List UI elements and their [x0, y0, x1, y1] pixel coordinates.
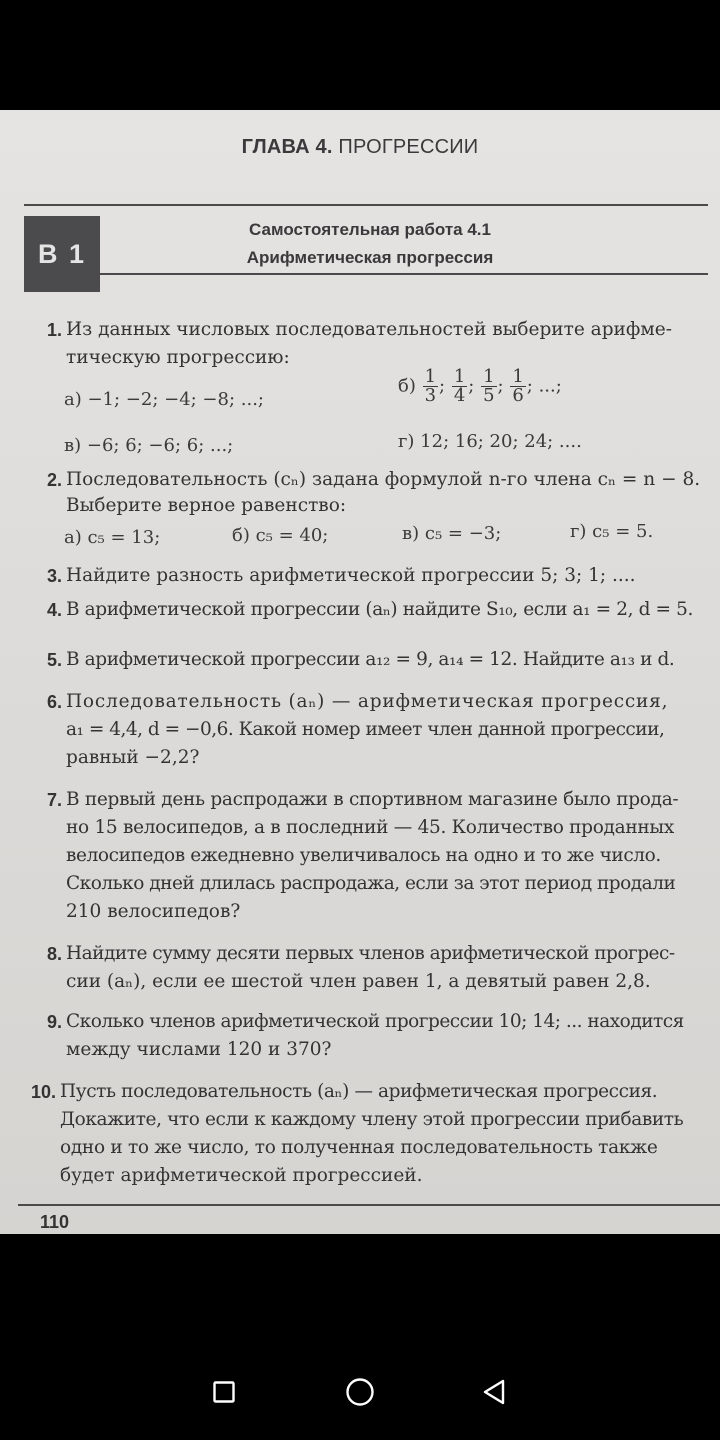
problem-number: 5.	[46, 650, 62, 670]
option-v: в) −6; 6; −6; 6; ...;	[64, 435, 234, 456]
problem-number: 6.	[46, 692, 62, 712]
problem-text: Последовательность (cₙ) задана формулой n-го члена cₙ = n − 8. Выберите верное равенство:	[66, 469, 701, 516]
fraction: $\frac{1}{4}$	[453, 366, 466, 406]
problem-number: 2.	[46, 470, 62, 490]
problem-text: В первый день распродажи в спортивном магазине было прода- но 15 велосипедов, а в последний — 45. Количество проданных велосипедов ежедневно увеличивалось на одно и то же число. Сколько дней длилась распродажа, если за этот период продали 210 велосипедов?	[66, 789, 679, 922]
problem-3	[30, 562, 720, 592]
option-a: а) −1; −2; −4; −8; ...;	[64, 389, 264, 410]
problem-number: 1.	[46, 320, 62, 340]
problem-10	[24, 1078, 720, 1198]
problem-number: 10.	[30, 1082, 56, 1102]
option-b: б) c₅ = 40;	[232, 525, 329, 546]
problem-text: Пусть последовательность (aₙ) — арифметическая прогрессия. Докажите, что если к каждому члену этой прогрессии прибавить одно и то же число, то полученная последовательность также будет арифметической прогрессией.	[60, 1081, 684, 1186]
option-g: г) 12; 16; 20; 24; ....	[398, 431, 582, 452]
triangle-back-icon	[481, 1378, 507, 1406]
problem-text: Последовательность (aₙ) — арифметическая прогрессия, a₁ = 4,4, d = −0,6. Какой номер имеет член данной прогрессии, равный −2,2?	[66, 691, 669, 768]
square-recents-icon	[212, 1380, 236, 1404]
work-subtitle: Арифметическая прогрессия	[246, 248, 494, 267]
problem-9	[30, 1008, 720, 1068]
problem-text: Найдите разность арифметической прогрессии 5; 3; 1; ....	[66, 565, 636, 586]
problem-7	[30, 786, 720, 934]
chapter-number: ГЛАВА 4.	[241, 136, 333, 158]
problem-8	[30, 940, 720, 1000]
footer-rule	[18, 1204, 720, 1206]
page-number: 110	[40, 1212, 70, 1232]
work-title: Самостоятельная работа 4.1	[249, 220, 491, 239]
option-b: б) $\frac{1}{3}$ ; $\frac{1}{4}$ ; $\frac{1}{5}$ ; $\frac{1}{6}$ ; ...;	[398, 366, 562, 406]
problem-4	[30, 596, 720, 626]
problem-text: Найдите сумму десяти первых членов арифметической прогрес- сии (aₙ), если ее шестой член равен 1, а девятый равен 2,8.	[66, 943, 675, 992]
option-a: а) c₅ = 13;	[64, 527, 161, 548]
problem-6	[30, 688, 720, 778]
problem-5	[30, 646, 720, 676]
circle-home-icon	[345, 1377, 375, 1407]
variant-badge: В 1	[24, 216, 100, 292]
textbook-page-photo	[0, 110, 720, 1234]
problem-list	[0, 110, 720, 1234]
fraction: $\frac{1}{3}$	[424, 366, 437, 406]
option-g: г) c₅ = 5.	[570, 521, 654, 542]
problem-number: 4.	[46, 600, 62, 620]
problem-number: 8.	[46, 944, 62, 964]
problem-number: 7.	[46, 790, 62, 810]
fraction: $\frac{1}{6}$	[512, 366, 524, 406]
problem-text: В арифметической прогрессии a₁₂ = 9, a₁₄ = 12. Найдите a₁₃ и d.	[66, 649, 675, 670]
back-button[interactable]	[462, 1360, 526, 1424]
problem-1	[30, 316, 720, 466]
problem-number: 3.	[46, 566, 62, 586]
recents-button[interactable]	[192, 1360, 256, 1424]
problem-text: В арифметической прогрессии (aₙ) найдите S₁₀, если a₁ = 2, d = 5.	[66, 599, 693, 620]
android-navigation-bar	[0, 1360, 720, 1424]
fraction: $\frac{1}{5}$	[483, 366, 495, 406]
problem-2	[30, 466, 720, 556]
home-button[interactable]	[328, 1360, 392, 1424]
problem-text: Из данных числовых последовательностей выберите арифме- тическую прогрессию:	[66, 319, 672, 368]
chapter-name: ПРОГРЕССИИ	[338, 136, 479, 158]
problem-number: 9.	[46, 1012, 62, 1032]
problem-text: Сколько членов арифметической прогрессии 10; 14; ... находится между числами 120 и 370?	[66, 1011, 684, 1060]
option-v: в) c₅ = −3;	[402, 523, 502, 544]
